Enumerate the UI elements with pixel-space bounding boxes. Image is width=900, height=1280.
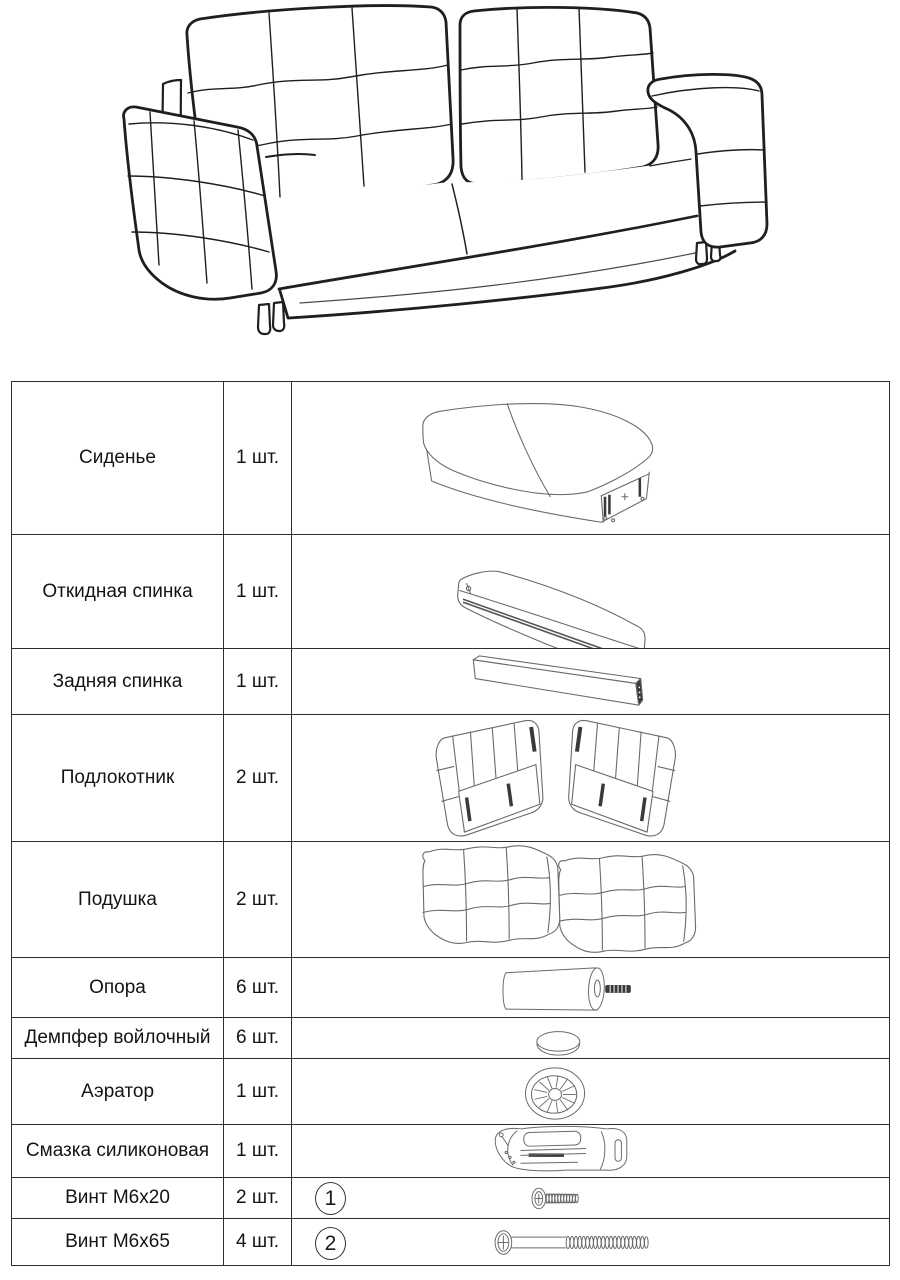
armrest-pair-illustration — [292, 715, 889, 841]
table-row-armrest — [12, 715, 890, 842]
part-name: Задняя спинка — [12, 649, 224, 715]
part-qty: 1 шт. — [224, 535, 292, 649]
screw1-marker-circle — [315, 1182, 346, 1215]
part-qty: 4 шт. — [224, 1219, 292, 1266]
table-row-leg — [12, 958, 890, 1018]
part-name: Сиденье — [12, 382, 224, 535]
part-qty: 2 шт. — [224, 1178, 292, 1219]
rear-back-panel-illustration — [292, 649, 889, 714]
screw2-marker-circle — [315, 1227, 346, 1260]
seat-illustration — [292, 382, 889, 534]
table-row-cushion — [12, 842, 890, 958]
sofa-illustration — [0, 0, 900, 370]
screw-m6x20-illustration — [292, 1178, 889, 1218]
table-row-rear-back-panel — [12, 649, 890, 715]
folding-backrest-illustration — [292, 535, 889, 648]
part-qty: 6 шт. — [224, 958, 292, 1018]
silicone-grease-illustration — [292, 1125, 889, 1177]
part-name: Откидная спинка — [12, 535, 224, 649]
part-qty: 2 шт. — [224, 842, 292, 958]
table-row-screw-m6x20 — [12, 1178, 890, 1219]
part-qty: 1 шт. — [224, 1059, 292, 1125]
table-row-folding-backrest — [12, 535, 890, 649]
parts-table — [11, 381, 890, 1266]
part-name: Демпфер войлочный — [12, 1018, 224, 1059]
part-name: Аэратор — [12, 1059, 224, 1125]
felt-damper-illustration — [292, 1018, 889, 1058]
cushion-pair-illustration — [292, 842, 889, 957]
armrest-left — [436, 720, 543, 836]
part-qty: 1 шт. — [224, 382, 292, 535]
part-name: Подлокотник — [12, 715, 224, 842]
cushion-right — [559, 855, 696, 953]
leg-illustration — [292, 958, 889, 1017]
part-name: Винт М6х65 — [12, 1219, 224, 1266]
sofa-back-cushion-right — [460, 7, 658, 184]
sofa-line-drawing — [0, 0, 900, 370]
part-name: Опора — [12, 958, 224, 1018]
part-qty: 2 шт. — [224, 715, 292, 842]
part-name: Винт М6х20 — [12, 1178, 224, 1219]
part-qty: 1 шт. — [224, 1125, 292, 1178]
part-qty: 6 шт. — [224, 1018, 292, 1059]
screw-m6x65-illustration — [292, 1219, 889, 1265]
screw1-marker-number: 1 — [324, 1186, 337, 1210]
table-row-seat — [12, 382, 890, 535]
part-qty: 1 шт. — [224, 649, 292, 715]
part-name: Подушка — [12, 842, 224, 958]
table-row-aerator — [12, 1059, 890, 1125]
screw2-marker-number: 2 — [324, 1231, 337, 1255]
cushion-left — [423, 846, 560, 944]
table-row-silicone-grease — [12, 1125, 890, 1178]
table-row-felt-damper — [12, 1018, 890, 1059]
aerator-illustration — [292, 1059, 889, 1124]
part-name: Смазка силиконовая — [12, 1125, 224, 1178]
table-row-screw-m6x65 — [12, 1219, 890, 1266]
armrest-right — [569, 720, 676, 836]
